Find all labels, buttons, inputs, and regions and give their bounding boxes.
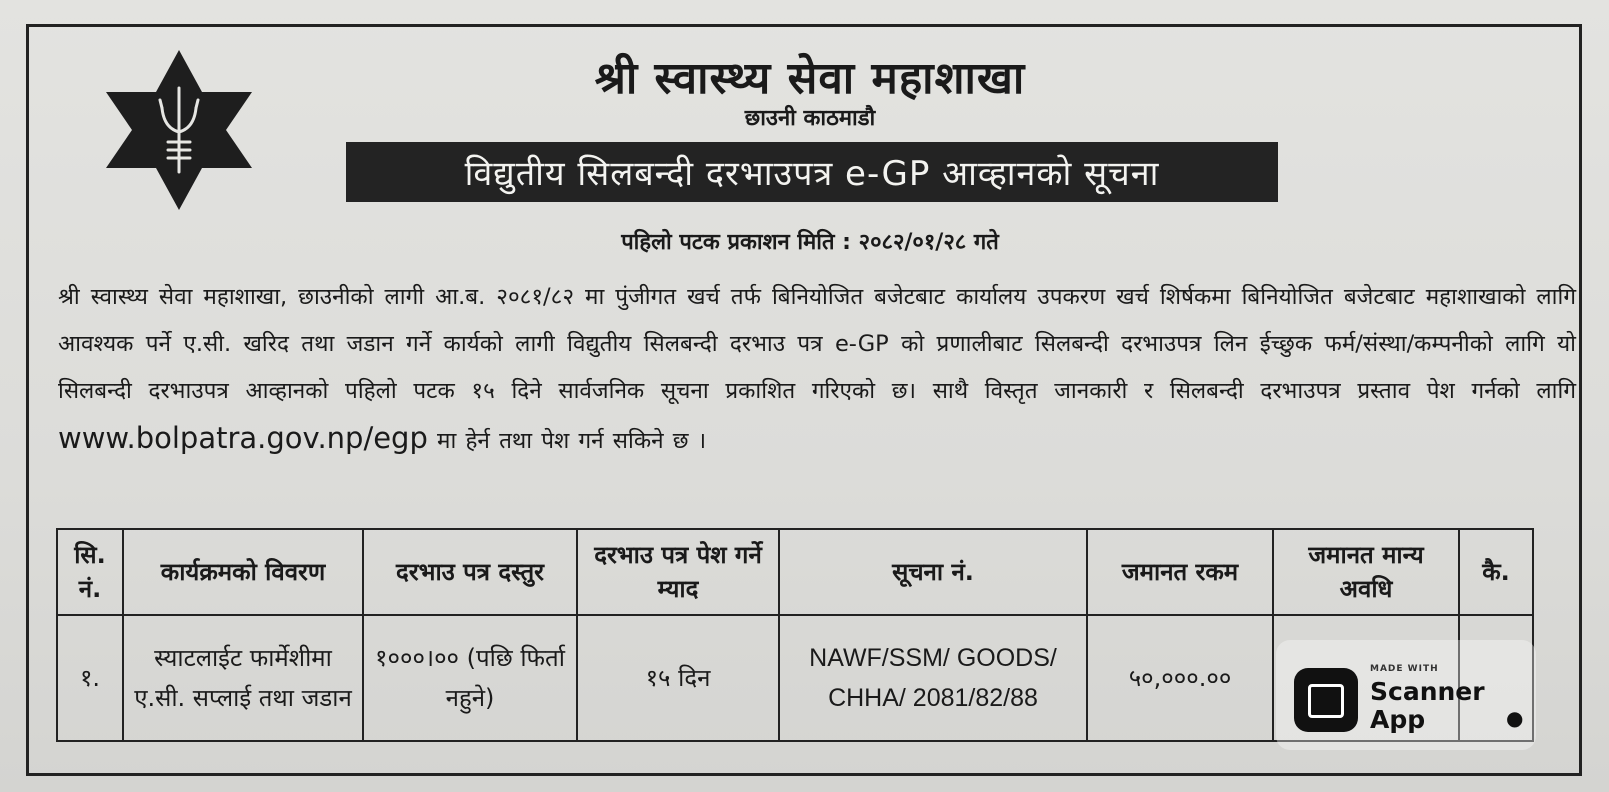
col-header-serial: सि. नं. [57,529,123,615]
office-title: श्री स्वास्थ्य सेवा महाशाखा [594,53,1026,104]
col-header-fee: दरभाउ पत्र दस्तुर [363,529,577,615]
apple-logo-icon: ● [1506,706,1524,730]
watermark-app-name-line2: App [1370,705,1426,734]
cell-deadline: १५ दिन [577,615,779,741]
publication-date: पहिलो पटक प्रकाशन मिति : २०८२/०१/२८ गते [621,230,999,255]
cell-serial: १. [57,615,123,741]
body-paragraph-tail: मा हेर्न तथा पेश गर्न सकिने छ । [437,428,707,454]
col-header-deadline: दरभाउ पत्र पेश गर्ने म्याद [577,529,779,615]
cell-notice-no: NAWF/SSM/ GOODS/ CHHA/ 2081/82/88 [779,615,1087,741]
col-header-notice-no: सूचना नं. [779,529,1087,615]
nepal-army-emblem-icon [104,50,254,210]
cell-description: स्याटलाईट फार्मेशीमा ए.सी. सप्लाई तथा जडान [123,615,363,741]
col-header-description: कार्यक्रमको विवरण [123,529,363,615]
notice-body [58,274,1576,465]
table-header-row [57,529,1533,615]
cell-fee: १०००।०० (पछि फिर्ता नहुने) [363,615,577,741]
col-header-bid-security: जमानत रकम [1087,529,1273,615]
body-paragraph: श्री स्वास्थ्य सेवा महाशाखा, छाउनीको लागी आ.ब. २०८१/८२ मा पुंजीगत खर्च तर्फ बिनियोजित बजेटबाट कार्यालय उपकरण खर्च शिर्षकमा बिनियोजित बजेटबाट महाशाखाको लागि आवश्यक पर्ने ए.सी. खरिद तथा जडान गर्ने कार्यको लागी विद्युतीय सिलबन्दी दरभाउ पत्र e-GP को प्रणालीबाट सिलबन्दी दरभाउपत्र लिन ईच्छुक फर्म/संस्था/कम्पनीको लागि यो सिलबन्दी दरभाउपत्र आव्हानको पहिलो पटक १५ दिने सार्वजनिक सूचना प्रकाशित गरिएको छ। साथै विस्तृत जानकारी र सिलबन्दी दरभाउपत्र प्रस्ताव पेश गर्नको लागि [58,284,1576,404]
scanner-app-logo-icon [1294,668,1358,732]
col-header-security-validity: जमानत मान्य अवधि [1273,529,1459,615]
office-location: छाउनी काठमाडौ [744,106,876,131]
watermark-made-with: MADE WITH [1370,664,1439,674]
watermark-app-name [1370,678,1485,734]
cell-bid-security: ५०,०००.०० [1087,615,1273,741]
col-header-remarks: कै. [1459,529,1533,615]
notice-title-banner [346,142,1278,202]
watermark-app-name-line1: Scanner [1370,677,1485,706]
tender-portal-link[interactable]: www.bolpatra.gov.np/egp [58,421,428,455]
notice-title: विद्युतीय सिलबन्दी दरभाउपत्र e-GP आव्हानको सूचना [464,154,1160,194]
